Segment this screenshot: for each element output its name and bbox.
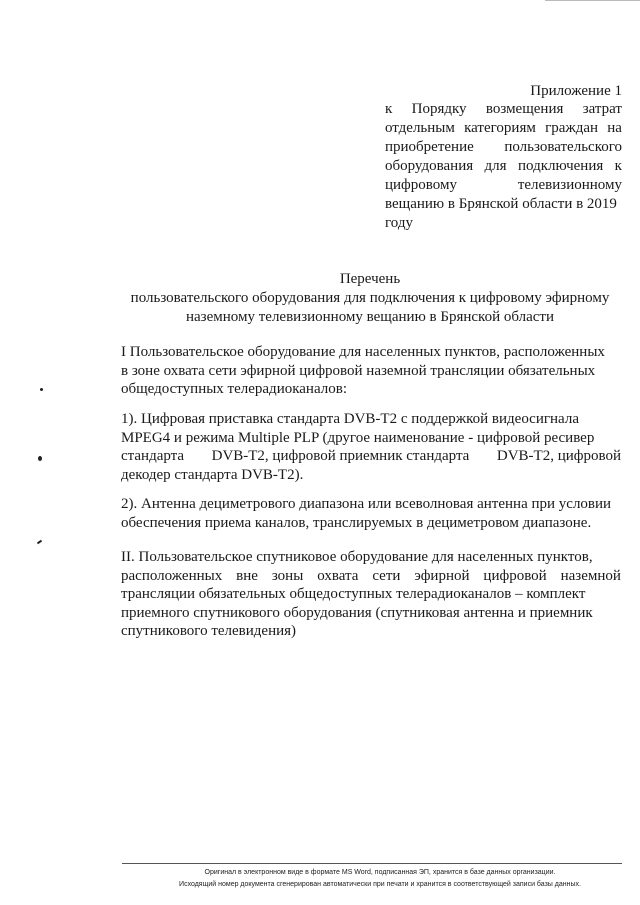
text-fragment: цифровой xyxy=(483,567,547,584)
item-1-paragraph xyxy=(121,410,621,484)
text-fragment: приобретение xyxy=(385,139,474,155)
text-line xyxy=(121,585,621,604)
scan-speck xyxy=(40,388,43,391)
subtitle-line: пользовательского оборудования для подключения к цифровому эфирному xyxy=(130,290,610,306)
text-line xyxy=(385,100,622,119)
item-2-paragraph xyxy=(121,495,621,532)
text-fragment: зоны xyxy=(271,567,304,584)
text-fragment: наземной xyxy=(560,567,621,584)
text-fragment: пользовательского xyxy=(504,139,622,155)
text-line xyxy=(385,176,622,195)
subtitle-line: наземному телевизионному вещанию в Брянской области xyxy=(185,309,555,325)
text-fragment: II. Пользовательское спутниковое оборудование для населенных пунктов, xyxy=(121,549,593,565)
text-line xyxy=(121,495,621,514)
text-fragment: стандарта xyxy=(121,448,185,464)
text-fragment: возмещения xyxy=(485,101,564,117)
text-fragment: DVB-T2, цифровой xyxy=(496,448,621,464)
text-fragment: к xyxy=(385,101,393,117)
footer-line-1: Оригинал в электронном виде в формате MS Word, подписанная ЭП, хранится в базе данных организации. xyxy=(204,869,556,876)
text-line xyxy=(121,466,621,485)
text-fragment: трансляции обязательных общедоступных телерадиоканалов – комплект xyxy=(121,586,586,602)
text-line xyxy=(121,604,621,623)
text-fragment: цифровому xyxy=(385,177,457,193)
text-fragment: Порядку xyxy=(411,101,467,117)
text-fragment: категориям xyxy=(464,120,536,136)
text-fragment: к xyxy=(614,158,622,174)
text-fragment: декодер стандарта DVB-T2). xyxy=(121,466,304,483)
document-title: Перечень xyxy=(339,271,401,287)
text-line xyxy=(121,429,621,448)
text-line xyxy=(121,380,621,399)
scan-speck xyxy=(37,540,42,545)
text-line xyxy=(385,138,622,157)
text-fragment: MPEG4 и режима Multiple PLP (другое наименование - цифровой ресивер xyxy=(121,429,595,446)
text-fragment: для xyxy=(484,158,507,174)
text-line xyxy=(385,119,622,138)
top-edge-line xyxy=(545,0,640,1)
text-fragment: обеспечения приема каналов, транслируемых в дециметровом диапазоне. xyxy=(121,514,592,531)
scan-speck xyxy=(38,456,42,461)
text-line xyxy=(121,548,621,567)
text-fragment: вне xyxy=(236,567,258,584)
text-fragment: 2). Антенна дециметрового диапазона или всеволновая антенна при условии xyxy=(121,496,612,512)
text-fragment: отдельным xyxy=(385,120,455,136)
text-fragment: 1). Цифровая приставка стандарта DVB-T2 с поддержкой видеосигнала xyxy=(121,411,579,427)
appendix-heading: Приложение 1 xyxy=(530,83,622,99)
text-line xyxy=(121,410,621,429)
text-fragment: затрат xyxy=(582,101,622,117)
text-fragment: на xyxy=(607,120,622,136)
text-line xyxy=(121,362,621,381)
text-fragment: эфирной xyxy=(414,567,470,584)
document-subtitle xyxy=(100,289,640,327)
text-line xyxy=(385,214,622,233)
text-line xyxy=(121,622,621,641)
text-fragment: приемного спутникового оборудования (спутниковая антенна и приемник xyxy=(121,604,593,621)
text-fragment: граждан xyxy=(545,120,599,136)
text-fragment: I Пользовательское оборудование для населенных пунктов, расположенных xyxy=(121,344,605,360)
appendix-reference xyxy=(385,100,622,233)
text-fragment: в зоне охвата сети эфирной цифровой наземной трансляции обязательных xyxy=(121,362,596,379)
text-line xyxy=(121,567,621,586)
text-fragment: общедоступных телерадиоканалов: xyxy=(121,381,347,397)
text-line xyxy=(385,195,622,214)
footer-line-2: Исходящий номер документа сгенерирован автоматически при печати и хранится в соответствующей записи базы данных. xyxy=(179,881,581,888)
text-fragment: сети xyxy=(372,567,401,584)
text-line xyxy=(385,157,622,176)
text-fragment: году xyxy=(385,215,413,231)
text-fragment: спутникового телевидения) xyxy=(121,623,297,639)
text-fragment: вещанию в Брянской области в 2019 xyxy=(385,196,617,212)
text-fragment: расположенных xyxy=(121,567,223,584)
text-fragment: оборудования xyxy=(385,158,474,174)
footer-divider xyxy=(122,863,622,864)
text-fragment: охвата xyxy=(317,567,359,584)
text-line xyxy=(121,343,621,362)
text-fragment: подключения xyxy=(517,158,604,174)
section-2-paragraph xyxy=(121,548,621,641)
text-line xyxy=(121,514,621,533)
text-line xyxy=(121,447,621,466)
text-fragment: телевизионному xyxy=(517,177,622,193)
section-1-paragraph xyxy=(121,343,621,399)
text-fragment: DVB-T2, цифровой приемник стандарта xyxy=(211,448,470,464)
